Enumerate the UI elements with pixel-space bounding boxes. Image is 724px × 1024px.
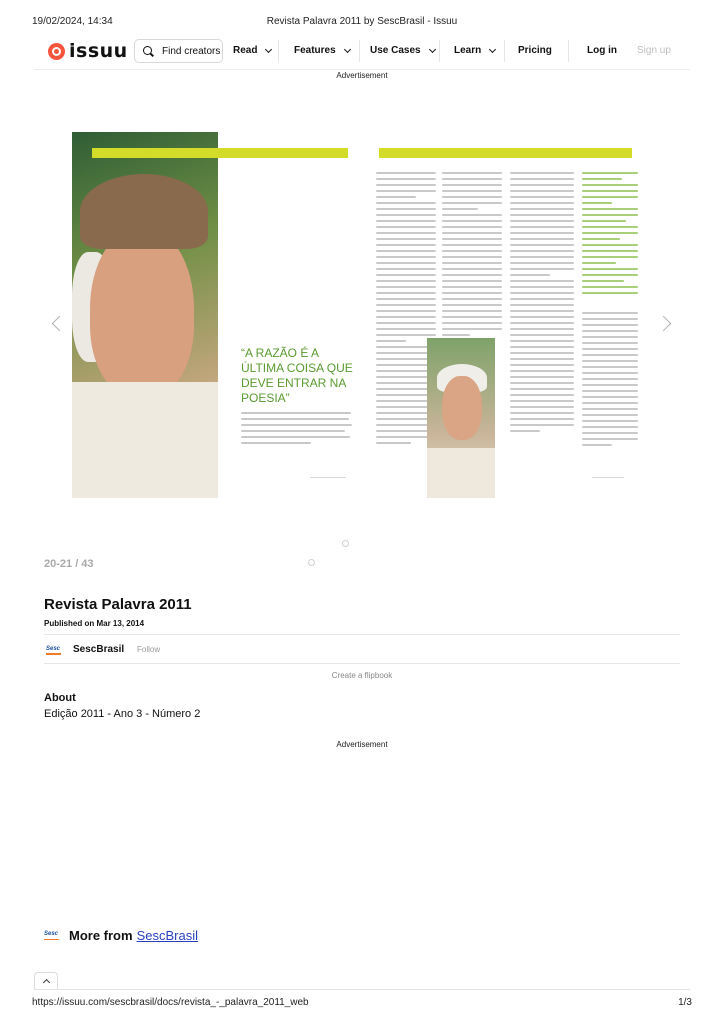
document-title: Revista Palavra 2011 (44, 596, 192, 613)
more-from-label: More from (69, 928, 133, 943)
advertisement-label-mid: Advertisement (336, 740, 388, 749)
nav-read[interactable] (233, 45, 271, 56)
print-page-title: Revista Palavra 2011 by SescBrasil - Issuu (266, 16, 458, 27)
publisher-logo[interactable] (46, 646, 63, 655)
divider (34, 989, 690, 990)
issuu-logo-icon (48, 43, 65, 60)
nav-pricing[interactable] (518, 45, 552, 56)
divider (44, 634, 680, 635)
text-column-3 (510, 172, 574, 436)
flipbook-page-left (72, 132, 356, 498)
signup-link[interactable]: Sign up (637, 45, 671, 56)
intro-text-block (241, 412, 353, 448)
page-folio: ―――――――― (592, 474, 624, 479)
about-heading: About (44, 692, 76, 704)
login-link[interactable]: Log in (587, 45, 617, 56)
more-from-publisher-link[interactable]: SescBrasil (136, 928, 198, 943)
page-folio: ――――――――― (310, 474, 346, 479)
top-navbar (34, 32, 690, 70)
flipbook-spread[interactable] (72, 132, 646, 498)
find-creators-label: Find creators (162, 45, 221, 57)
issuu-logo-text: issuu (69, 40, 128, 62)
print-page-number: 1/3 (678, 997, 692, 1008)
divider (44, 663, 680, 664)
nav-divider (278, 40, 279, 62)
chevron-down-icon (489, 45, 496, 52)
page-indicator-dot (342, 540, 349, 547)
print-url: https://issuu.com/sescbrasil/docs/revista_-_palavra_2011_web (32, 997, 309, 1008)
nav-use-cases[interactable] (370, 45, 435, 56)
flipbook-page-right (362, 132, 646, 498)
text-column-4 (582, 312, 638, 450)
issuu-logo[interactable] (48, 40, 128, 62)
nav-learn-label: Learn (454, 45, 482, 56)
next-page-arrow-icon[interactable] (656, 316, 672, 332)
print-datetime: 19/02/2024, 14:34 (32, 16, 113, 27)
nav-divider (568, 40, 569, 62)
previous-page-arrow-icon[interactable] (52, 316, 68, 332)
search-icon (143, 46, 154, 57)
publisher-logo (44, 931, 62, 941)
portrait-photo-small (427, 338, 495, 498)
nav-read-label: Read (233, 45, 258, 56)
page-counter: 20-21 / 43 (44, 558, 94, 570)
advertisement-label-top: Advertisement (336, 71, 388, 80)
nav-learn[interactable] (454, 45, 495, 56)
page-indicator-dot (308, 559, 315, 566)
nav-divider (359, 40, 360, 62)
more-logo-text: Sesc (44, 930, 59, 937)
publisher-logo-text: Sesc (46, 646, 61, 652)
published-date-value: Mar 13, 2014 (96, 619, 145, 628)
nav-features[interactable] (294, 45, 350, 56)
nav-divider (504, 40, 505, 62)
scroll-to-top-button[interactable] (34, 972, 58, 990)
chevron-down-icon (265, 45, 272, 52)
published-date (44, 619, 144, 628)
follow-button[interactable]: Follow (137, 645, 161, 654)
nav-features-label: Features (294, 45, 336, 56)
section-bar (92, 148, 348, 158)
nav-divider (439, 40, 440, 62)
section-bar (379, 148, 632, 158)
more-from-section (44, 928, 198, 943)
published-prefix: Published on (44, 619, 95, 628)
create-flipbook-link[interactable]: Create a flipbook (331, 671, 393, 680)
chevron-down-icon (344, 45, 351, 52)
nav-use-cases-label: Use Cases (370, 45, 421, 56)
pull-quote: “A RAZÃO É A ÚLTIMA COISA QUE DEVE ENTRAR NA POESIA” (241, 346, 353, 405)
sidebar-notes-column (582, 172, 638, 298)
portrait-photo (72, 132, 218, 498)
nav-pricing-label: Pricing (518, 45, 552, 56)
chevron-down-icon (429, 45, 436, 52)
print-header (32, 16, 692, 30)
about-text: Edição 2011 - Ano 3 - Número 2 (44, 708, 201, 720)
find-creators-button[interactable] (134, 39, 223, 63)
text-column-2 (442, 172, 502, 340)
publisher-name-link[interactable]: SescBrasil (73, 644, 125, 655)
